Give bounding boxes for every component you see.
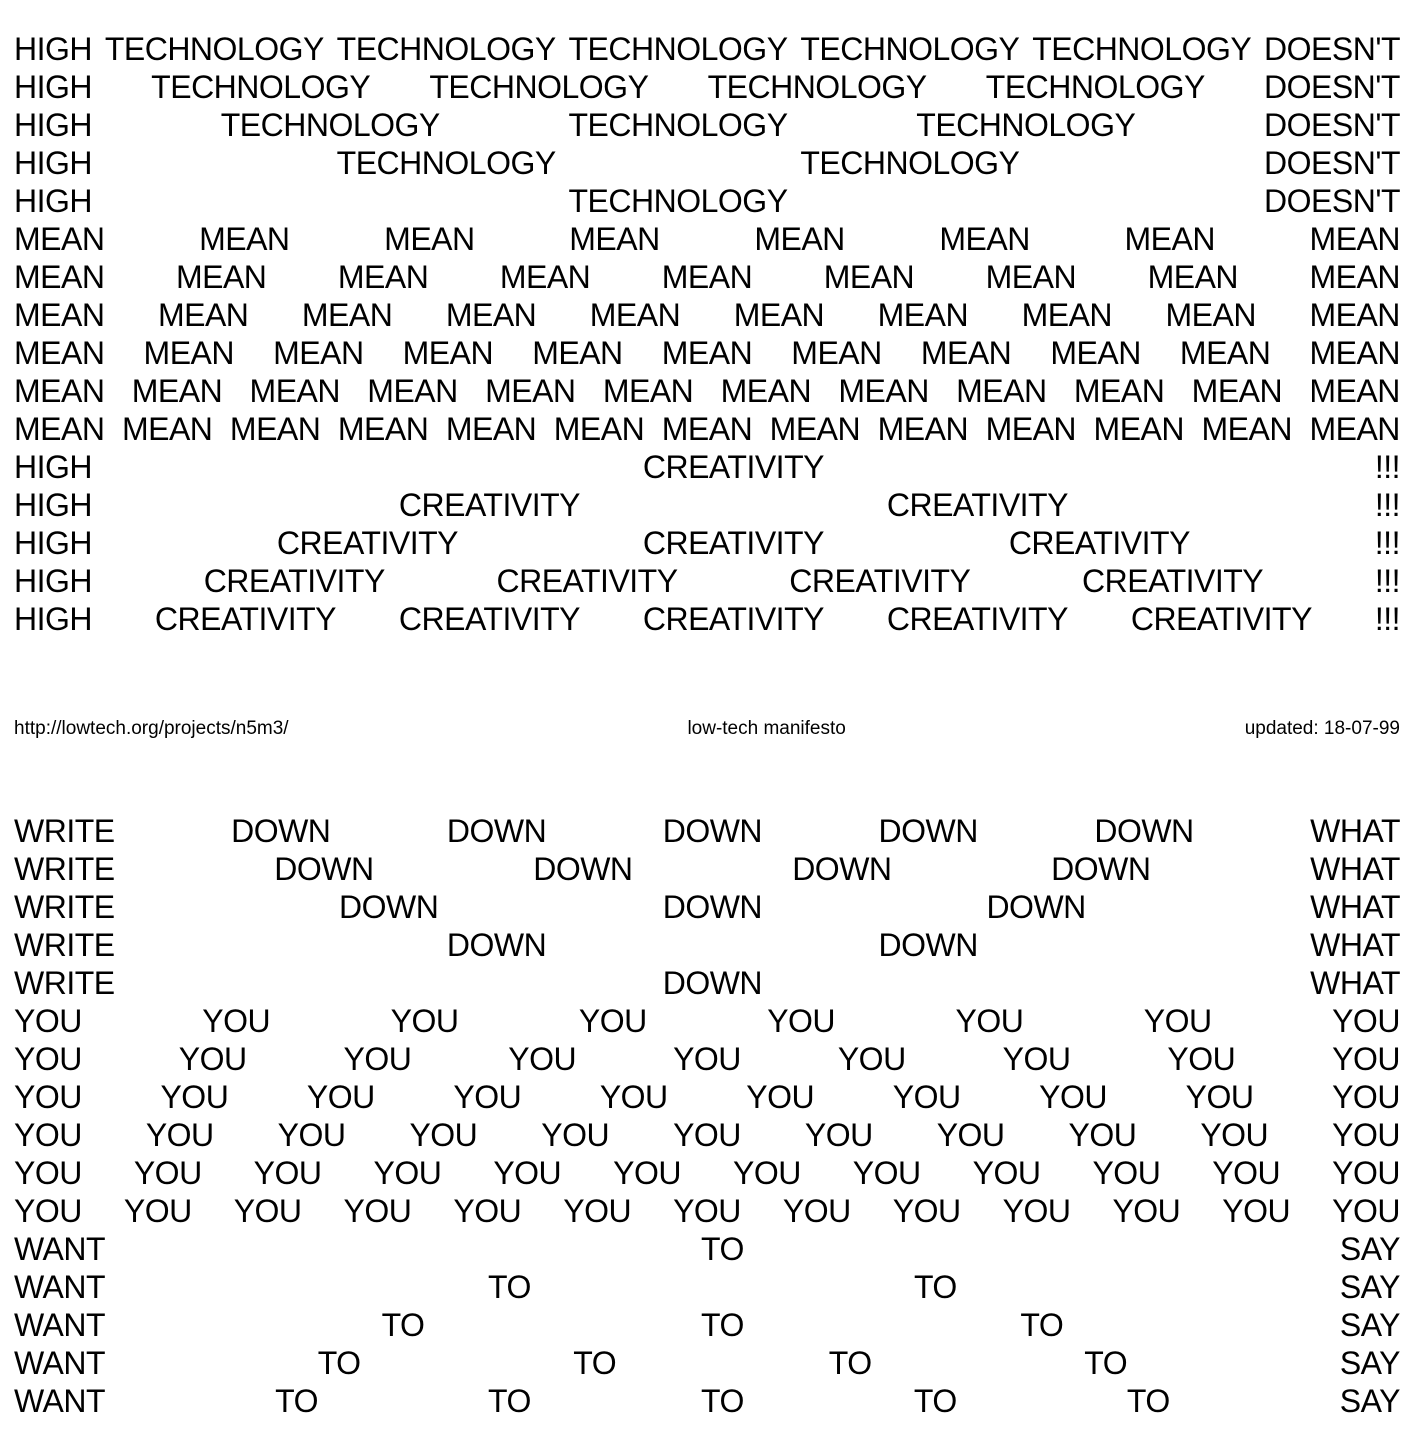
text-line: [14, 30, 1400, 68]
word: YOU: [1143, 1003, 1212, 1039]
word: HIGH: [14, 487, 92, 523]
word: MEAN: [499, 259, 591, 295]
word: YOU: [1185, 1079, 1254, 1115]
word: WHAT: [1310, 927, 1400, 963]
word: MEAN: [733, 297, 825, 333]
word: YOU: [14, 1193, 82, 1229]
text-line: [14, 296, 1400, 334]
word: TECHNOLOGY: [220, 107, 440, 143]
word: MEAN: [14, 335, 105, 371]
word: DOWN: [662, 889, 763, 925]
word: YOU: [578, 1003, 647, 1039]
word: MEAN: [1191, 373, 1283, 409]
word: MEAN: [249, 373, 340, 409]
word: CREATIVITY: [496, 563, 678, 599]
word: MEAN: [754, 221, 845, 257]
word: MEAN: [1309, 335, 1400, 371]
text-line: [14, 1192, 1400, 1230]
word: YOU: [343, 1041, 412, 1077]
word: YOU: [14, 1041, 82, 1077]
word: TECHNOLOGY: [568, 31, 788, 67]
word: SAY: [1339, 1269, 1400, 1305]
word: MEAN: [14, 259, 105, 295]
word: HIGH: [14, 601, 92, 637]
word: MEAN: [229, 411, 321, 447]
word: CREATIVITY: [1130, 601, 1312, 637]
word: DOWN: [662, 813, 763, 849]
word: MEAN: [532, 335, 623, 371]
word: MEAN: [661, 259, 753, 295]
word: YOU: [1068, 1117, 1137, 1153]
text-line: [14, 106, 1400, 144]
word: MEAN: [14, 221, 105, 257]
text-line: [14, 524, 1400, 562]
word: MEAN: [337, 259, 429, 295]
word: YOU: [892, 1079, 961, 1115]
word: YOU: [373, 1155, 442, 1191]
word: MEAN: [14, 411, 105, 447]
word: MEAN: [1309, 297, 1400, 333]
word: YOU: [673, 1041, 741, 1077]
word: YOU: [767, 1003, 836, 1039]
word: MEAN: [838, 373, 929, 409]
word: TO: [317, 1345, 361, 1381]
word: TECHNOLOGY: [800, 31, 1020, 67]
word: CREATIVITY: [886, 601, 1068, 637]
text-line: [14, 1002, 1400, 1040]
word: YOU: [160, 1079, 229, 1115]
word: WANT: [14, 1269, 106, 1305]
text-line: [14, 1040, 1400, 1078]
word: !!!: [1374, 525, 1400, 561]
word: MEAN: [1201, 411, 1292, 447]
text-line: [14, 1344, 1400, 1382]
word: YOU: [1222, 1193, 1291, 1229]
text-line: [14, 1078, 1400, 1116]
word: MEAN: [445, 297, 537, 333]
word: YOU: [1332, 1117, 1400, 1153]
word: DOWN: [446, 813, 547, 849]
text-line: [14, 600, 1400, 638]
word: MEAN: [602, 373, 694, 409]
word: TO: [700, 1383, 744, 1419]
text-line: [14, 182, 1400, 220]
word: YOU: [837, 1041, 906, 1077]
word: YOU: [972, 1155, 1041, 1191]
word: MEAN: [1021, 297, 1113, 333]
word: TO: [701, 1231, 744, 1267]
word: MEAN: [131, 373, 223, 409]
word: CREATIVITY: [1082, 563, 1264, 599]
text-line: [14, 448, 1400, 486]
word: TO: [828, 1345, 872, 1381]
word: DOWN: [986, 889, 1086, 925]
word: CREATIVITY: [642, 601, 824, 637]
word: YOU: [613, 1155, 681, 1191]
word: MEAN: [589, 297, 681, 333]
word: YOU: [233, 1193, 302, 1229]
word: WHAT: [1310, 965, 1400, 1001]
word: SAY: [1339, 1345, 1400, 1381]
word: DOESN'T: [1264, 31, 1400, 67]
word: !!!: [1374, 563, 1400, 599]
word: YOU: [1332, 1079, 1400, 1115]
text-line: [14, 850, 1400, 888]
text-line: [14, 964, 1400, 1002]
word: YOU: [508, 1041, 577, 1077]
word: YOU: [133, 1155, 202, 1191]
word: DOESN'T: [1263, 69, 1400, 105]
word: MEAN: [1179, 335, 1271, 371]
word: CREATIVITY: [154, 601, 336, 637]
text-line: [14, 1382, 1400, 1420]
word: SAY: [1339, 1307, 1400, 1343]
word: YOU: [453, 1079, 522, 1115]
word: MEAN: [985, 411, 1077, 447]
updated-date: updated: 18-07-99: [1244, 718, 1400, 739]
word: WANT: [14, 1231, 106, 1267]
word: DOWN: [1051, 851, 1151, 887]
word: TO: [1126, 1383, 1170, 1419]
word: MEAN: [720, 373, 812, 409]
word: YOU: [1092, 1155, 1161, 1191]
word: MEAN: [14, 297, 105, 333]
word: YOU: [306, 1079, 375, 1115]
word: HIGH: [14, 69, 92, 105]
word: DOWN: [446, 927, 547, 963]
word: CREATIVITY: [398, 601, 580, 637]
word: WRITE: [14, 927, 115, 963]
word: DOESN'T: [1264, 183, 1400, 219]
word: YOU: [14, 1155, 82, 1191]
text-line: [14, 144, 1400, 182]
word: MEAN: [301, 297, 393, 333]
word: DOWN: [231, 813, 331, 849]
word: TECHNOLOGY: [104, 31, 324, 67]
word: WHAT: [1310, 813, 1400, 849]
word: SAY: [1339, 1231, 1400, 1267]
text-line: [14, 1154, 1400, 1192]
word: YOU: [277, 1117, 346, 1153]
text-line: [14, 926, 1400, 964]
text-line: [14, 334, 1400, 372]
word: CREATIVITY: [1008, 525, 1190, 561]
word: CREATIVITY: [203, 563, 385, 599]
word: WANT: [14, 1345, 106, 1381]
word: MEAN: [384, 221, 475, 257]
word: YOU: [1039, 1079, 1108, 1115]
word: YOU: [746, 1079, 815, 1115]
word: MEAN: [402, 335, 494, 371]
word: WANT: [14, 1383, 106, 1419]
word: YOU: [955, 1003, 1024, 1039]
word: YOU: [14, 1079, 82, 1115]
text-line: [14, 812, 1400, 850]
meta-bar: [14, 717, 1400, 741]
word: MEAN: [956, 373, 1047, 409]
word: YOU: [202, 1003, 271, 1039]
word: YOU: [1332, 1041, 1400, 1077]
word: YOU: [782, 1193, 851, 1229]
word: TECHNOLOGY: [1032, 31, 1252, 67]
word: WRITE: [14, 889, 115, 925]
word: MEAN: [569, 221, 660, 257]
word: CREATIVITY: [398, 487, 580, 523]
statement-write-down-what-you-want-to-say: [14, 812, 1400, 1420]
word: TO: [488, 1269, 531, 1305]
word: YOU: [343, 1193, 412, 1229]
word: TO: [1020, 1307, 1064, 1343]
word: SAY: [1339, 1383, 1400, 1419]
word: YOU: [145, 1117, 214, 1153]
word: YOU: [14, 1117, 82, 1153]
word: !!!: [1374, 601, 1400, 637]
word: MEAN: [1309, 373, 1400, 409]
word: YOU: [253, 1155, 322, 1191]
word: YOU: [453, 1193, 522, 1229]
word: TECHNOLOGY: [336, 31, 556, 67]
word: YOU: [1332, 1193, 1400, 1229]
word: MEAN: [485, 373, 576, 409]
word: HIGH: [14, 449, 92, 485]
word: TECHNOLOGY: [568, 107, 788, 143]
word: YOU: [14, 1003, 82, 1039]
word: YOU: [892, 1193, 961, 1229]
word: YOU: [493, 1155, 562, 1191]
word: TECHNOLOGY: [568, 183, 788, 219]
word: TO: [275, 1383, 318, 1419]
word: MEAN: [985, 259, 1077, 295]
word: MEAN: [199, 221, 290, 257]
text-line: [14, 486, 1400, 524]
word: MEAN: [939, 221, 1030, 257]
word: DOESN'T: [1264, 145, 1400, 181]
word: DOWN: [878, 927, 978, 963]
word: MEAN: [877, 297, 969, 333]
word: YOU: [178, 1041, 247, 1077]
word: WHAT: [1310, 889, 1400, 925]
word: HIGH: [14, 183, 92, 219]
word: YOU: [936, 1117, 1005, 1153]
word: DOWN: [1094, 813, 1194, 849]
word: YOU: [599, 1079, 668, 1115]
word: TECHNOLOGY: [985, 69, 1205, 105]
word: CREATIVITY: [789, 563, 971, 599]
word: HIGH: [14, 525, 92, 561]
word: MEAN: [121, 411, 213, 447]
word: MEAN: [157, 297, 249, 333]
word: MEAN: [1050, 335, 1141, 371]
word: TECHNOLOGY: [800, 145, 1020, 181]
word: MEAN: [877, 411, 969, 447]
text-line: [14, 372, 1400, 410]
word: WRITE: [14, 851, 115, 887]
word: MEAN: [1165, 297, 1256, 333]
word: MEAN: [1073, 373, 1165, 409]
word: MEAN: [14, 373, 105, 409]
word: TECHNOLOGY: [707, 69, 927, 105]
word: YOU: [563, 1193, 632, 1229]
word: MEAN: [273, 335, 364, 371]
word: MEAN: [661, 335, 753, 371]
word: TO: [913, 1383, 957, 1419]
word: YOU: [1200, 1117, 1269, 1153]
word: YOU: [1332, 1003, 1400, 1039]
word: HIGH: [14, 107, 92, 143]
word: !!!: [1374, 449, 1400, 485]
word: MEAN: [661, 411, 753, 447]
word: MEAN: [143, 335, 234, 371]
word: YOU: [541, 1117, 610, 1153]
word: CREATIVITY: [642, 525, 824, 561]
word: CREATIVITY: [886, 487, 1068, 523]
word: TECHNOLOGY: [916, 107, 1136, 143]
text-line: [14, 1116, 1400, 1154]
text-line: [14, 1230, 1400, 1268]
word: YOU: [1002, 1193, 1071, 1229]
word: MEAN: [337, 411, 429, 447]
word: MEAN: [920, 335, 1012, 371]
word: YOU: [732, 1155, 801, 1191]
word: HIGH: [14, 563, 92, 599]
word: MEAN: [791, 335, 882, 371]
word: HIGH: [14, 31, 92, 67]
word: DOWN: [533, 851, 633, 887]
word: YOU: [1212, 1155, 1281, 1191]
word: YOU: [1167, 1041, 1236, 1077]
text-line: [14, 1268, 1400, 1306]
word: MEAN: [769, 411, 861, 447]
word: DOWN: [274, 851, 374, 887]
text-line: [14, 68, 1400, 106]
word: YOU: [123, 1193, 192, 1229]
word: DOWN: [792, 851, 892, 887]
word: MEAN: [553, 411, 645, 447]
text-line: [14, 562, 1400, 600]
word: WRITE: [14, 965, 115, 1001]
page-url: http://lowtech.org/projects/n5m3/: [14, 718, 289, 739]
word: MEAN: [1309, 221, 1400, 257]
word: HIGH: [14, 145, 92, 181]
word: WANT: [14, 1307, 106, 1343]
word: DOWN: [339, 889, 439, 925]
word: MEAN: [1124, 221, 1215, 257]
word: MEAN: [1147, 259, 1239, 295]
word: MEAN: [1309, 259, 1400, 295]
word: TO: [573, 1345, 617, 1381]
word: TO: [381, 1307, 425, 1343]
word: CREATIVITY: [276, 525, 458, 561]
word: TO: [1084, 1345, 1128, 1381]
word: WRITE: [14, 813, 115, 849]
word: DOWN: [878, 813, 978, 849]
word: MEAN: [823, 259, 915, 295]
word: !!!: [1374, 487, 1400, 523]
word: YOU: [852, 1155, 921, 1191]
word: MEAN: [445, 411, 537, 447]
text-line: [14, 258, 1400, 296]
word: TO: [488, 1383, 531, 1419]
word: DOWN: [662, 965, 763, 1001]
statement-high-technology-doesnt-mean-high-creativity: [14, 30, 1400, 638]
text-line: [14, 1306, 1400, 1344]
text-line: [14, 410, 1400, 448]
word: YOU: [1112, 1193, 1181, 1229]
word: DOESN'T: [1264, 107, 1400, 143]
word: CREATIVITY: [642, 449, 824, 485]
word: TECHNOLOGY: [429, 69, 649, 105]
page-title: low-tech manifesto: [687, 718, 846, 739]
word: YOU: [804, 1117, 873, 1153]
word: MEAN: [175, 259, 267, 295]
text-line: [14, 220, 1400, 258]
word: TECHNOLOGY: [336, 145, 556, 181]
word: TECHNOLOGY: [151, 69, 371, 105]
word: WHAT: [1310, 851, 1400, 887]
word: YOU: [390, 1003, 459, 1039]
word: YOU: [673, 1117, 741, 1153]
word: YOU: [1332, 1155, 1400, 1191]
word: YOU: [1002, 1041, 1071, 1077]
word: YOU: [673, 1193, 741, 1229]
word: TO: [913, 1269, 957, 1305]
text-line: [14, 888, 1400, 926]
word: TO: [701, 1307, 744, 1343]
word: MEAN: [1093, 411, 1184, 447]
word: YOU: [409, 1117, 478, 1153]
word: MEAN: [1309, 411, 1400, 447]
word: MEAN: [367, 373, 458, 409]
